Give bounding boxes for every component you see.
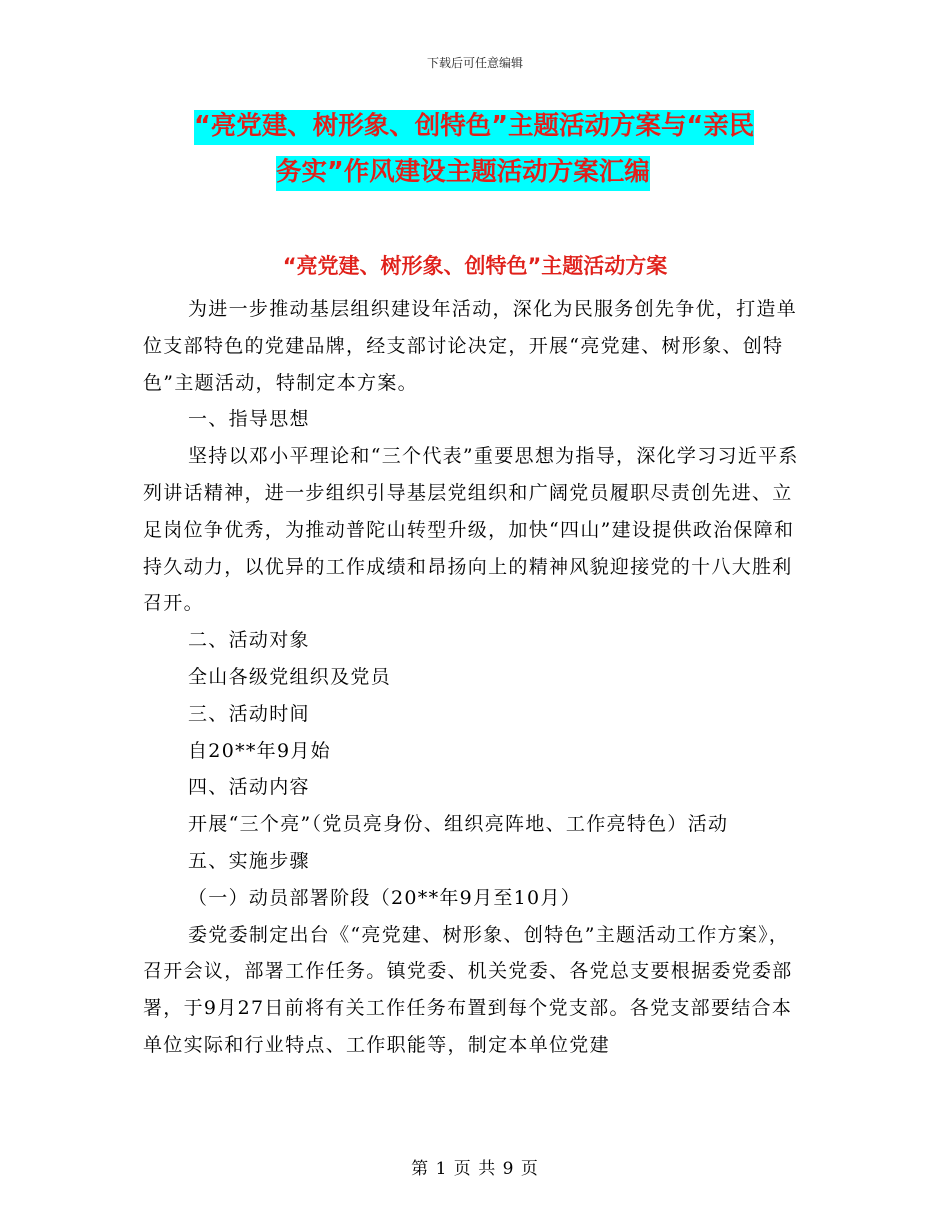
header-note: 下载后可任意编辑 (426, 56, 523, 70)
paragraph-mobilization-stage: 委党委制定出台《“亮党建、树形象、创特色”主题活动工作方案》，召开会议，部署工作任务。镇党委、机关党委、各党总支要根据委党委部署，于9月27日前将有关工作任务布置到每个党支部。各党支部要结合本单位实际和行业特点、工作职能等，制定本单位党建 (143, 923, 793, 1056)
heading-activity-content: 四、活动内容 (188, 776, 310, 799)
heading-activity-targets: 二、活动对象 (188, 629, 310, 652)
document-title-line-1: “亮党建、树形象、创特色”主题活动方案与“亲民 (194, 110, 754, 145)
paragraph-activity-time: 自20**年9月始 (188, 739, 331, 762)
subheading-mobilization-stage: （一）动员部署阶段（20**年9月至10月） (188, 886, 582, 909)
page-number-footer: 第 1 页 共 9 页 (411, 1159, 539, 1179)
heading-guiding-ideology: 一、指导思想 (188, 408, 310, 431)
heading-implementation-steps: 五、实施步骤 (188, 849, 310, 872)
paragraph-intro: 为进一步推动基层组织建设年活动，深化为民服务创先争优，打造单位支部特色的党建品牌，经支部讨论决定，开展“亮党建、树形象、创特色”主题活动，特制定本方案。 (143, 298, 798, 394)
heading-activity-time: 三、活动时间 (188, 702, 310, 725)
paragraph-guiding-ideology: 坚持以邓小平理论和“三个代表”重要思想为指导，深化学习习近平系列讲话精神，进一步组织引导基层党组织和广阔党员履职尽责创先进、立足岗位争优秀，为推动普陀山转型升级，加快“四山”建设提供政治保障和持久动力，以优异的工作成绩和昂扬向上的精神风貌迎接党的十八大胜利召开。 (143, 445, 799, 615)
paragraph-activity-targets: 全山各级党组织及党员 (188, 665, 392, 688)
section-title: “亮党建、树形象、创特色”主题活动方案 (282, 254, 668, 278)
document-title-line-2: 务实”作风建设主题活动方案汇编 (276, 156, 650, 191)
document-body (143, 291, 803, 1064)
paragraph-activity-content: 开展“三个亮”（党员亮身份、组织亮阵地、工作亮特色）活动 (188, 813, 729, 836)
